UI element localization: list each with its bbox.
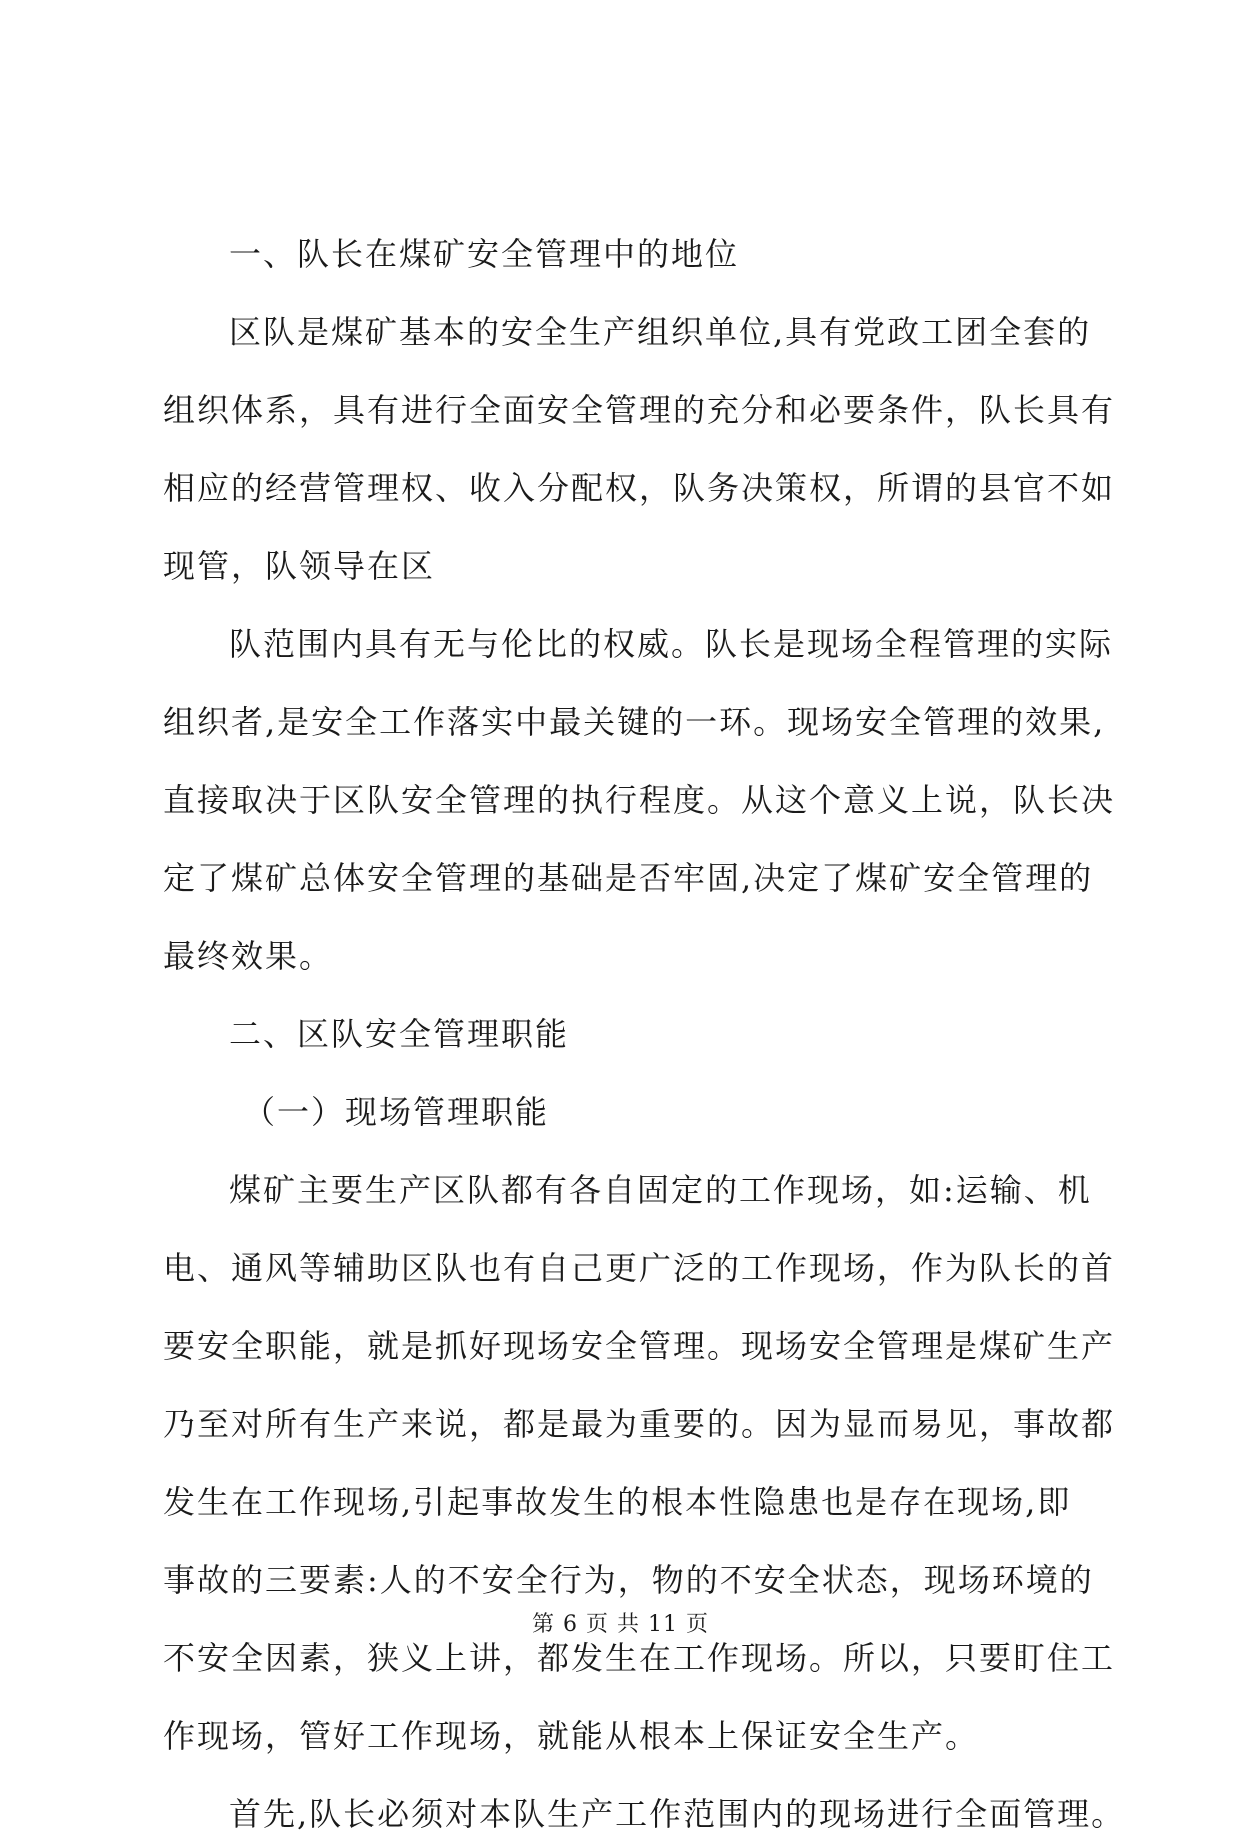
paragraph (163, 1786, 1126, 1842)
paragraph-line: 要安全职能，就是抓好现场安全管理。现场安全管理是煤矿生产 (163, 1327, 1116, 1365)
paragraph-line: 现管，队领导在区 (163, 547, 436, 585)
section-heading: 二、区队安全管理职能 (229, 1015, 570, 1053)
paragraph-line: 发生在工作现场,引起事故发生的根本性隐患也是存在现场,即 (163, 1483, 1072, 1521)
paragraph-line: 事故的三要素:人的不安全行为，物的不安全状态，现场环境的 (163, 1561, 1094, 1599)
paragraph-line: 直接取决于区队安全管理的执行程度。从这个意义上说，队长决 (163, 781, 1116, 819)
paragraph-line: 乃至对所有生产来说，都是最为重要的。因为显而易见，事故都 (163, 1405, 1116, 1443)
paragraph-line: 区队是煤矿基本的安全生产组织单位,具有党政工团全套的 (229, 313, 1092, 351)
paragraph-line: 相应的经营管理权、收入分配权，队务决策权，所谓的县官不如 (163, 469, 1116, 507)
paragraph-line: 组织体系，具有进行全面安全管理的充分和必要条件，队长具有 (163, 391, 1116, 429)
paragraph (163, 1162, 1116, 1764)
page-number-footer: 第 6 页 共 11 页 (532, 1612, 709, 1637)
document-body (163, 226, 1126, 1842)
paragraph (163, 616, 1116, 984)
paragraph-line: 不安全因素，狭义上讲，都发生在工作现场。所以，只要盯住工 (163, 1639, 1116, 1677)
section-heading: 一、队长在煤矿安全管理中的地位 (229, 235, 740, 273)
paragraph-line: 作现场，管好工作现场，就能从根本上保证安全生产。 (163, 1717, 980, 1755)
paragraph-line: 电、通风等辅助区队也有自己更广泛的工作现场，作为队长的首 (163, 1249, 1116, 1287)
paragraph-line: 定了煤矿总体安全管理的基础是否牢固,决定了煤矿安全管理的 (163, 859, 1094, 897)
paragraph-line: 首先,队长必须对本队生产工作范围内的现场进行全面管理。 (229, 1795, 1126, 1833)
paragraph (163, 304, 1116, 594)
paragraph-line: 最终效果。 (163, 937, 334, 975)
paragraph-line: 组织者,是安全工作落实中最关键的一环。现场安全管理的效果, (163, 703, 1106, 741)
subsection-heading: （一）现场管理职能 (243, 1093, 550, 1131)
paragraph-line: 队范围内具有无与伦比的权威。队长是现场全程管理的实际 (229, 625, 1114, 663)
paragraph-line: 煤矿主要生产区队都有各自固定的工作现场，如:运输、机 (229, 1171, 1092, 1209)
